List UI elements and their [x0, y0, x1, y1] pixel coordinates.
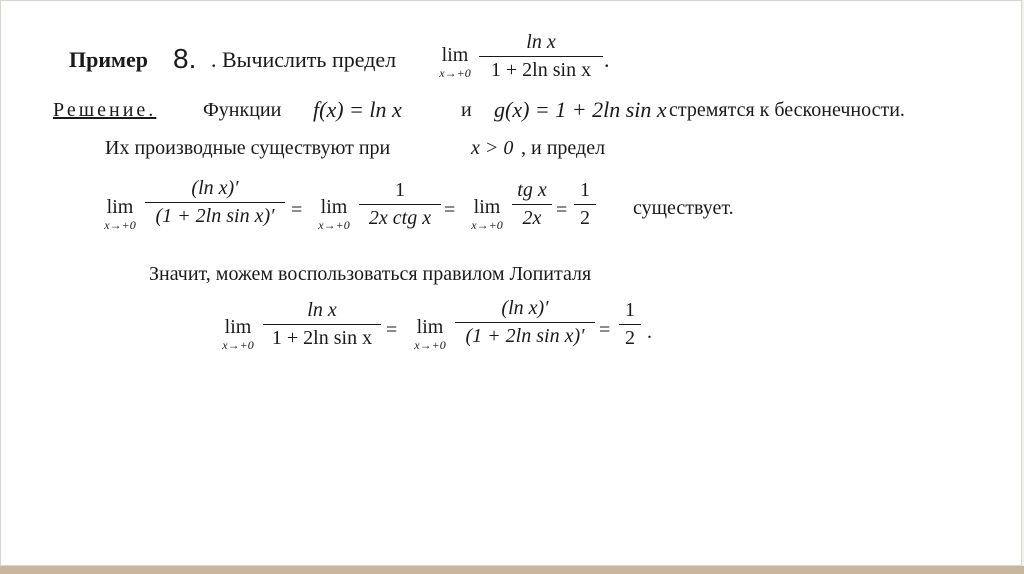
- function-f: f(x) = ln x: [313, 97, 402, 122]
- example-lim: lim x→+0: [439, 44, 471, 80]
- solution-text2: стремятся к бесконечности.: [669, 99, 905, 121]
- derivatives-text: Их производные существуют при: [105, 137, 391, 159]
- eq1-frac1: $\frac{\text{(ln x)′}}{\text{(1 + 2ln sin x)′}}$: [145, 177, 285, 228]
- eq1-lim2: lim x→+0: [318, 196, 350, 232]
- condition: x > 0: [471, 137, 514, 159]
- solution-and: и: [461, 99, 472, 121]
- eq2-frac2: $\frac{\text{(ln x)′}}{\text{(1 + 2ln sin x)′}}$: [455, 297, 595, 348]
- solution-text1: Функции: [203, 99, 282, 121]
- eq1-frac4: $\frac{1}{2}$: [574, 179, 596, 230]
- example-label: Пример: [69, 47, 149, 72]
- eq1-eq2: =: [444, 199, 456, 221]
- function-g: g(x) = 1 + 2ln sin x: [494, 97, 667, 122]
- lhopital-text: Значит, можем воспользоваться правилом Лопиталя: [149, 263, 592, 285]
- eq2-lim1: lim x→+0: [222, 316, 254, 352]
- bottom-accent-bar: [0, 566, 1024, 574]
- eq2-eq1: =: [386, 319, 398, 341]
- eq1-eq1: =: [291, 199, 303, 221]
- eq1-eq3: =: [556, 199, 568, 221]
- eq2-end: .: [647, 321, 652, 343]
- example-number: 8.: [173, 43, 197, 74]
- eq1-lim3: lim x→+0: [471, 196, 503, 232]
- eq1-frac3: $\frac{\text{tg x}}{2x}$: [512, 179, 552, 230]
- example-end: .: [604, 47, 610, 72]
- eq1-frac2: 1 2x ctg x: [359, 179, 441, 230]
- eq1-exists: существует.: [633, 197, 734, 219]
- eq1-lim1: lim x→+0: [104, 196, 136, 232]
- eq2-frac1: $\frac{\text{ln x}}{\text{1 + 2ln sin x}}$: [263, 299, 381, 350]
- eq2-lim2: lim x→+0: [414, 316, 446, 352]
- example-task: . Вычислить предел: [211, 47, 397, 72]
- solution-label: Решение.: [53, 99, 157, 121]
- example-fraction: $\frac{\text{ln x}}{\text{1 + 2ln sin x}}$: [479, 31, 603, 82]
- derivatives-text-end: , и предел: [521, 137, 606, 159]
- eq2-frac3: $\frac{1}{2}$: [619, 299, 641, 350]
- eq2-eq2: =: [599, 319, 611, 341]
